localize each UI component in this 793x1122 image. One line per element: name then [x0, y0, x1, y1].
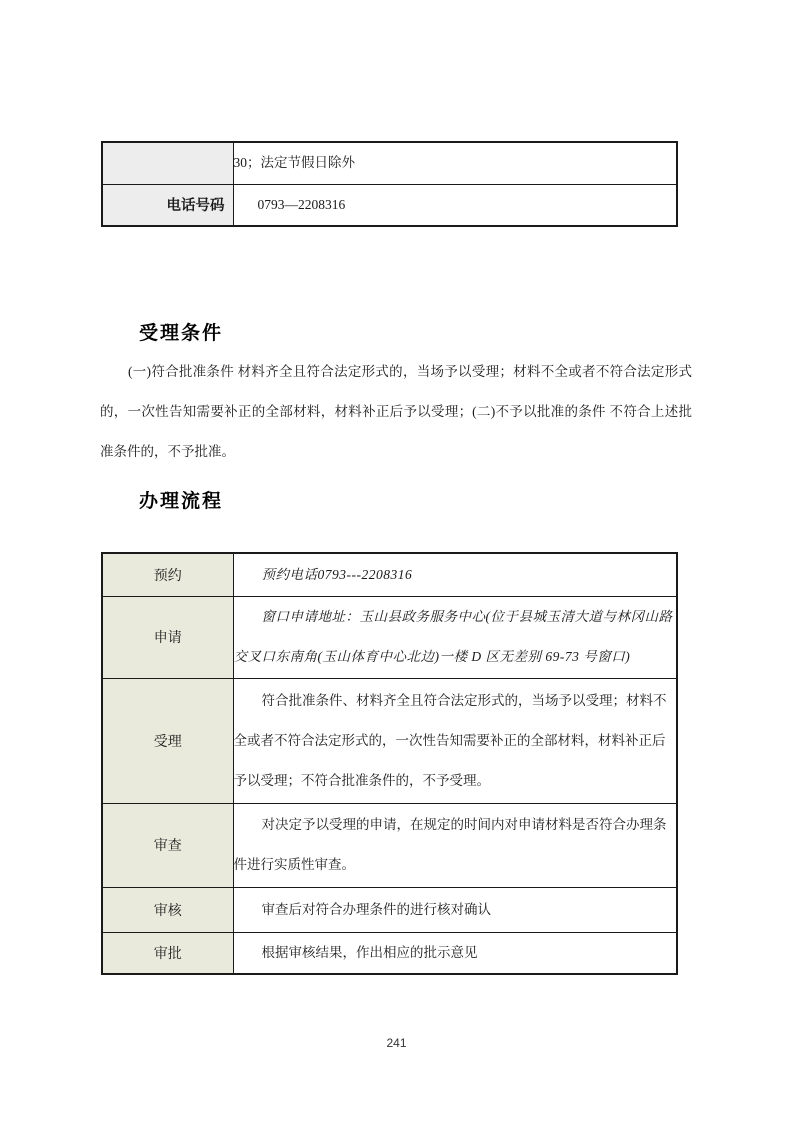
flow-content-text: 对决定予以受理的申请，在规定的时间内对申请材料是否符合办理条件进行实质性审查。: [233, 817, 667, 872]
flow-content-approval: [233, 932, 677, 974]
flow-label-application: 申请: [102, 596, 233, 678]
flow-label-acceptance: 受理: [102, 678, 233, 803]
info-table: [101, 141, 678, 227]
table-row: [102, 184, 677, 226]
flow-label-verification: 审核: [102, 887, 233, 932]
flow-content-text: 符合批准条件、材料齐全且符合法定形式的，当场予以受理；材料不全或者不符合法定形式的，一次性告知需要补正的全部材料，材料补正后予以受理；不符合批准条件的，不予受理。: [233, 692, 667, 788]
flow-content-appointment: [233, 553, 677, 596]
phone-value: 0793—2208316: [233, 184, 677, 226]
flow-label-approval: 审批: [102, 932, 233, 974]
flow-content-text: 预约电话0793---2208316: [261, 566, 413, 582]
flow-content-verification: [233, 887, 677, 932]
table-row-appointment: [102, 553, 677, 596]
flow-table: [101, 552, 678, 975]
table-row-acceptance: [102, 678, 677, 803]
table-row: [102, 142, 677, 184]
table-row-verification: [102, 887, 677, 932]
phone-label: 电话号码: [102, 184, 233, 226]
page-number: 241: [386, 1036, 407, 1050]
flow-content-text: 根据审核结果，作出相应的批示意见: [261, 944, 478, 960]
info-label-empty: [102, 142, 233, 184]
flow-label-appointment: 预约: [102, 553, 233, 596]
flow-content-acceptance: [233, 678, 677, 803]
info-hours-remainder: 30；法定节假日除外: [233, 142, 677, 184]
section-heading-acceptance-conditions: 受理条件: [139, 323, 224, 344]
section-heading-processing-flow: 办理流程: [139, 491, 224, 512]
table-row-approval: [102, 932, 677, 974]
acceptance-conditions-paragraph: (一)符合批准条件 材料齐全且符合法定形式的，当场予以受理；材料不全或者不符合法定形式的，一次性告知需要补正的全部材料，材料补正后予以受理；(二)不予以批准的条件 不符合上述批准条件的，不予批准。: [100, 364, 692, 459]
flow-content-application: [233, 596, 677, 678]
flow-label-review: 审查: [102, 803, 233, 887]
flow-content-text: 窗口申请地址：玉山县政务服务中心(位于县城玉清大道与林冈山路交叉口东南角(玉山体育中心北边)一楼 D 区无差别 69-73 号窗口): [233, 609, 673, 664]
flow-content-review: [233, 803, 677, 887]
flow-content-text: 审查后对符合办理条件的进行核对确认: [261, 901, 491, 917]
table-row-review: [102, 803, 677, 887]
table-row-application: [102, 596, 677, 678]
